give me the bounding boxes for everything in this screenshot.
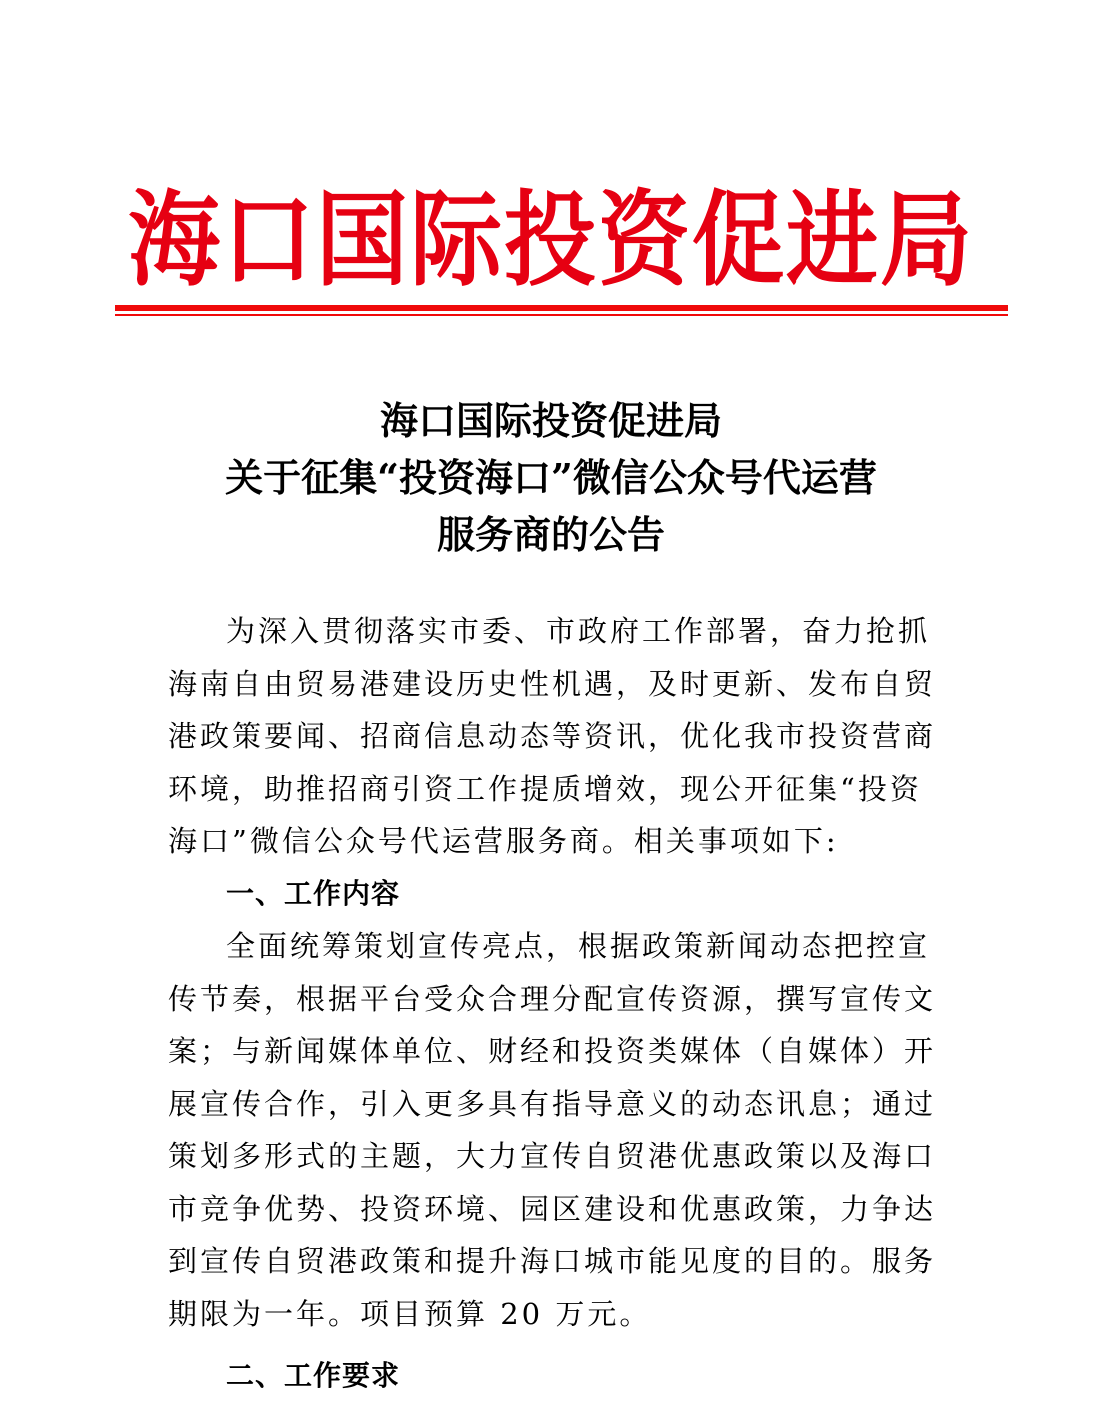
letterhead-organization-name: 海口国际投资促进局 bbox=[127, 179, 974, 301]
notice-title-line-3: 服务商的公告 bbox=[436, 512, 665, 557]
notice-title bbox=[0, 392, 1102, 563]
notice-body bbox=[168, 605, 938, 1403]
notice-title-line-1: 海口国际投资促进局 bbox=[379, 398, 722, 443]
section-heading-work-requirements: 二、工作要求 bbox=[226, 1359, 401, 1392]
notice-title-line-2: 关于征集“投资海口”微信公众号代运营 bbox=[225, 455, 877, 500]
letterhead-red-rule-thin bbox=[115, 314, 1008, 316]
section-heading-work-content: 一、工作内容 bbox=[226, 876, 401, 910]
intro-paragraph: 为深入贯彻落实市委、市政府工作部署，奋力抢抓海南自由贸易港建设历史性机遇，及时更新、发布自贸港政策要闻、招商信息动态等资讯，优化我市投资营商环境，助推招商引资工作提质增效，现公开征集“投资海口”微信公众号代运营服务商。相关事项如下: bbox=[168, 614, 937, 858]
letterhead-red-rule-thick bbox=[115, 305, 1008, 311]
section-paragraph-work-content: 全面统筹策划宣传亮点，根据政策新闻动态把控宣传节奏，根据平台受众合理分配宣传资源，撰写宣传文案；与新闻媒体单位、财经和投资类媒体（自媒体）开展宣传合作，引入更多具有指导意义的动态讯息；通过策划多形式的主题，大力宣传自贸港优惠政策以及海口市竞争优势、投资环境、园区建设和优惠政策，力争达到宣传自贸港政策和提升海口城市能见度的目的。服务期限为一年。项目预算 20 万元。 bbox=[168, 929, 937, 1331]
